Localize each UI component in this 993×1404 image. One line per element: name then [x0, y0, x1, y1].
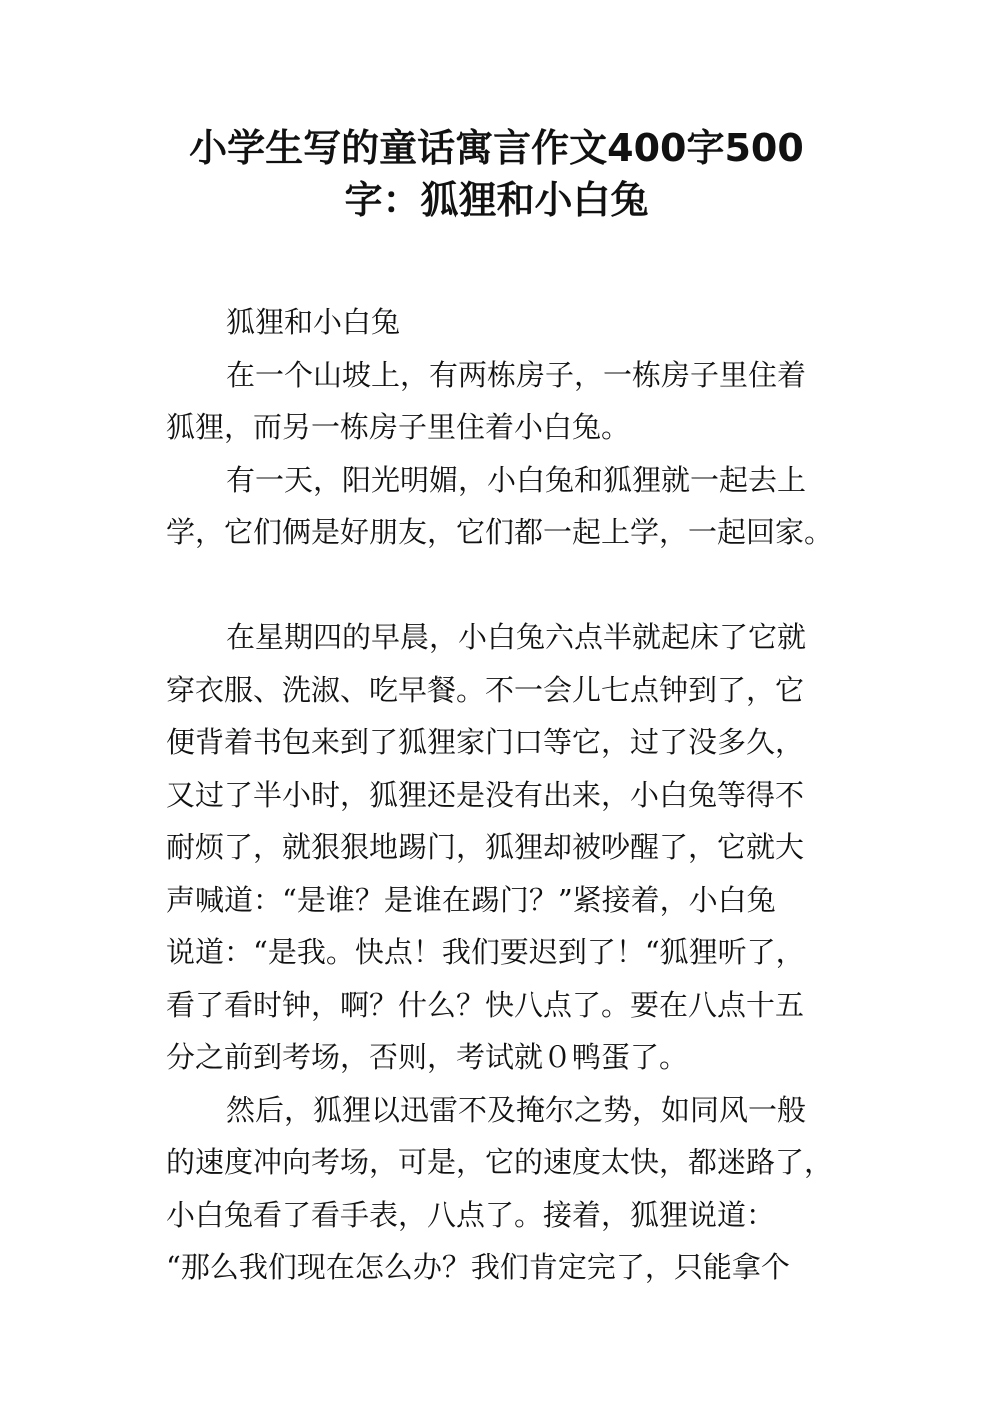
text-line: 穿衣服、洗淑、吃早餐。不一会儿七点钟到了，它 — [166, 672, 805, 707]
text-line: 分之前到考场，否则，考试就０鸭蛋了。 — [166, 1040, 689, 1074]
text-line: 小白兔看了看手表，八点了。接着，狐狸说道： — [166, 1197, 776, 1232]
title-line-2: 字：狐狸和小白兔 — [344, 178, 649, 222]
text-line: 说道：“是我。快点！我们要迟到了！“狐狸听了， — [166, 935, 805, 969]
text-line: 狐狸和小白兔 — [226, 305, 401, 339]
text-line: 狐狸，而另一栋房子里住着小白兔。 — [166, 410, 631, 444]
text-line: 在一个山坡上，有两栋房子，一栋房子里住着 — [226, 357, 807, 392]
document-title — [120, 122, 873, 226]
blank-line — [166, 559, 838, 612]
text-line: 声喊道：“是谁？是谁在踢门？”紧接着，小白兔 — [166, 882, 776, 917]
text-line: 然后，狐狸以迅雷不及掩尔之势，如同风一般 — [226, 1092, 807, 1127]
document-body — [166, 296, 838, 1294]
text-line: 的速度冲向考场，可是，它的速度太快，都迷路了， — [166, 1145, 834, 1179]
text-line: 看了看时钟，啊？什么？快八点了。要在八点十五 — [166, 987, 805, 1022]
text-line: 有一天，阳光明媚，小白兔和狐狸就一起去上 — [226, 462, 807, 497]
text-line: 耐烦了，就狠狠地踢门，狐狸却被吵醒了，它就大 — [166, 830, 805, 864]
title-line-1: 小学生写的童话寓言作文400字500 — [189, 126, 804, 170]
text-line: “那么我们现在怎么办？我们肯定完了，只能拿个 — [166, 1250, 790, 1284]
text-line: 学，它们俩是好朋友，它们都一起上学，一起回家。 — [166, 515, 834, 549]
text-line: 便背着书包来到了狐狸家门口等它，过了没多久， — [166, 725, 805, 759]
text-line: 在星期四的早晨，小白兔六点半就起床了它就 — [226, 620, 807, 654]
text-line: 又过了半小时，狐狸还是没有出来，小白兔等得不 — [166, 777, 805, 812]
